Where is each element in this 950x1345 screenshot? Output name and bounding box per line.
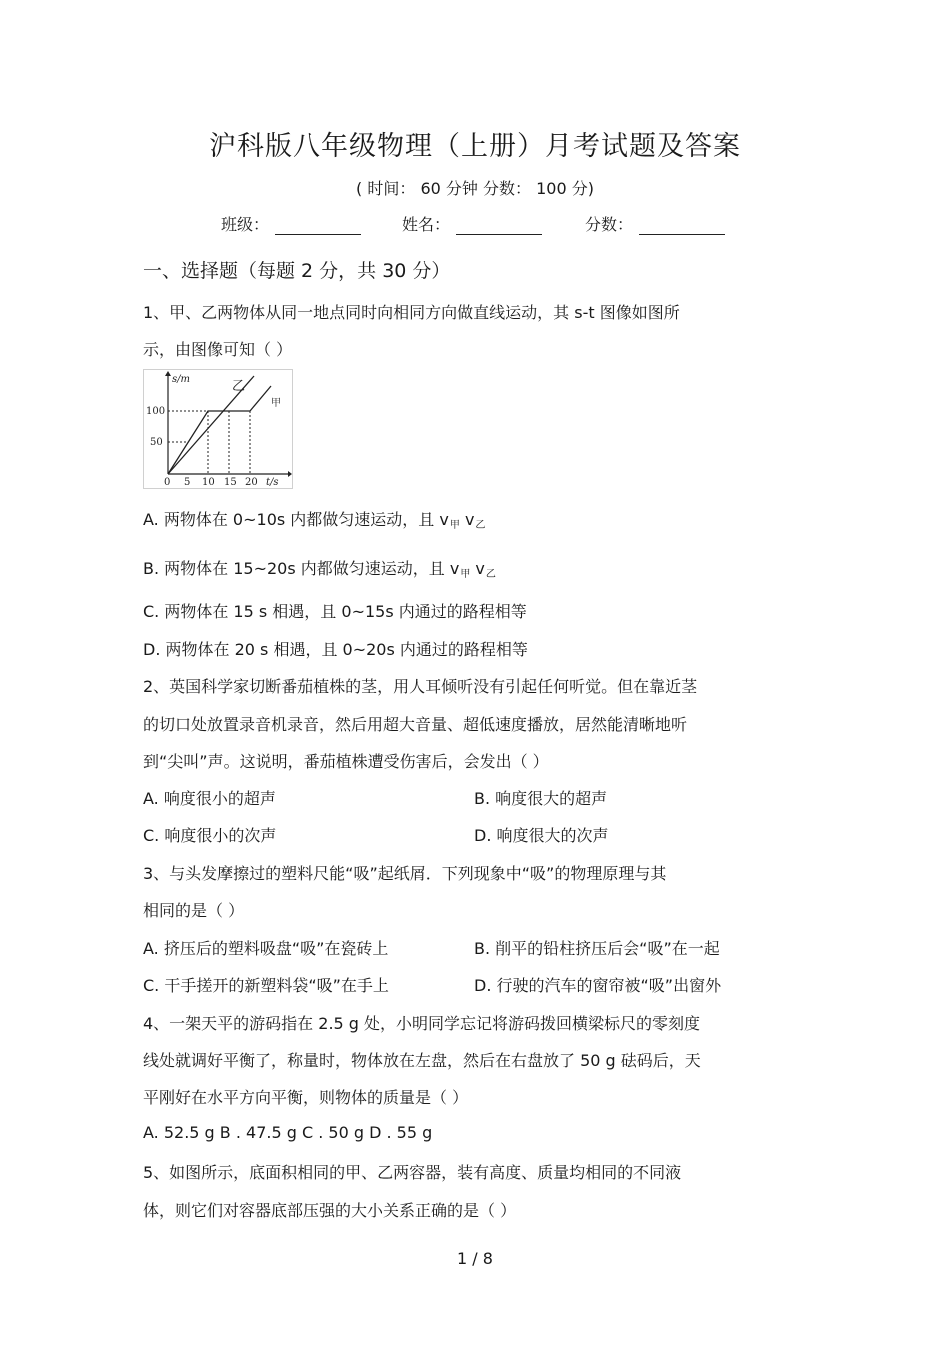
y-tick-50: 50 bbox=[150, 437, 163, 448]
x-tick-10: 10 bbox=[202, 477, 215, 488]
page-number: 1 / 8 bbox=[457, 1249, 493, 1268]
q4-line1: 4、一架天平的游码指在 2.5 g 处，小明同学忘记将游码拨回横梁标尺的零刻度 bbox=[143, 1014, 701, 1033]
q5-line1: 5、如图所示，底面积相同的甲、乙两容器，装有高度、质量均相同的不同液 bbox=[143, 1163, 682, 1182]
q2-line2: 的切口处放置录音机录音，然后用超大音量、超低速度播放，居然能清晰地听 bbox=[143, 715, 688, 734]
q3-option-c[interactable]: C. 干手搓开的新塑料袋“吸”在手上 bbox=[143, 976, 389, 995]
q1-line1: 1、甲、乙两物体从同一地点同时向相同方向做直线运动，其 s-t 图像如图所 bbox=[143, 303, 680, 322]
q4-line3: 平刚好在水平方向平衡，则物体的质量是（ ） bbox=[143, 1088, 469, 1107]
label-yi: 乙 bbox=[232, 379, 246, 394]
q4-line2: 线处就调好平衡了，称量时，物体放在左盘，然后在右盘放了 50 g 砝码后，天 bbox=[143, 1051, 701, 1070]
score-field bbox=[585, 212, 725, 235]
class-blank bbox=[275, 216, 361, 235]
name-label: 姓名： bbox=[402, 215, 451, 234]
q1-option-d[interactable]: D. 两物体在 20 s 相遇，且 0~20s 内通过的路程相等 bbox=[143, 640, 528, 659]
x-tick-15: 15 bbox=[224, 477, 237, 488]
q2-line1: 2、英国科学家切断番茄植株的茎，用人耳倾听没有引起任何听觉。但在靠近茎 bbox=[143, 677, 698, 696]
st-graph bbox=[144, 370, 292, 488]
y-tick-100: 100 bbox=[146, 406, 166, 417]
st-graph-figure bbox=[143, 369, 293, 489]
exam-meta: ( 时间： 60 分钟 分数： 100 分) bbox=[356, 179, 594, 198]
q4-options[interactable]: A. 52.5 g B . 47.5 g C . 50 g D . 55 g bbox=[143, 1123, 433, 1142]
y-axis-label: s/m bbox=[172, 374, 190, 385]
q2-option-c[interactable]: C. 响度很小的次声 bbox=[143, 826, 277, 845]
q2-line3: 到“尖叫”声。这说明，番茄植株遭受伤害后，会发出（ ） bbox=[143, 752, 549, 771]
class-label: 班级： bbox=[221, 215, 270, 234]
q1-option-b[interactable]: B. 两物体在 15~20s 内都做匀速运动，且 $v_甲$ $v_乙$ bbox=[143, 559, 496, 580]
x-tick-20: 20 bbox=[245, 477, 258, 488]
class-field bbox=[221, 212, 361, 235]
q3-option-d[interactable]: D. 行驶的汽车的窗帘被“吸”出窗外 bbox=[474, 976, 722, 995]
q1-line2: 示，由图像可知（ ） bbox=[143, 340, 293, 359]
name-field bbox=[402, 212, 542, 235]
x-tick-5: 5 bbox=[184, 477, 191, 488]
page-title: 沪科版八年级物理（上册）月考试题及答案 bbox=[209, 131, 741, 162]
label-jia: 甲 bbox=[271, 398, 281, 409]
score-label: 分数： bbox=[585, 215, 634, 234]
q2-option-b[interactable]: B. 响度很大的超声 bbox=[474, 789, 608, 808]
q3-option-b[interactable]: B. 削平的铅柱挤压后会“吸”在一起 bbox=[474, 939, 720, 958]
q1-option-a[interactable]: A. 两物体在 0~10s 内都做匀速运动，且 $v_甲$ $v_乙$ bbox=[143, 510, 486, 531]
section-heading: 一、选择题（每题 2 分，共 30 分） bbox=[143, 260, 451, 282]
q1-option-c[interactable]: C. 两物体在 15 s 相遇，且 0~15s 内通过的路程相等 bbox=[143, 602, 527, 621]
q2-option-d[interactable]: D. 响度很大的次声 bbox=[474, 826, 609, 845]
q3-line1: 3、与头发摩擦过的塑料尺能“吸”起纸屑．下列现象中“吸”的物理原理与其 bbox=[143, 864, 667, 883]
x-tick-0: 0 bbox=[164, 477, 171, 488]
y-axis-arrow bbox=[165, 371, 171, 376]
name-blank bbox=[456, 216, 542, 235]
score-blank bbox=[639, 216, 725, 235]
x-axis-arrow bbox=[288, 471, 292, 477]
q3-line2: 相同的是（ ） bbox=[143, 901, 245, 920]
q5-line2: 体，则它们对容器底部压强的大小关系正确的是（ ） bbox=[143, 1201, 517, 1220]
line-jia bbox=[168, 386, 271, 474]
q2-option-a[interactable]: A. 响度很小的超声 bbox=[143, 789, 276, 808]
x-axis-label: t/s bbox=[266, 477, 279, 488]
q3-option-a[interactable]: A. 挤压后的塑料吸盘“吸”在瓷砖上 bbox=[143, 939, 389, 958]
